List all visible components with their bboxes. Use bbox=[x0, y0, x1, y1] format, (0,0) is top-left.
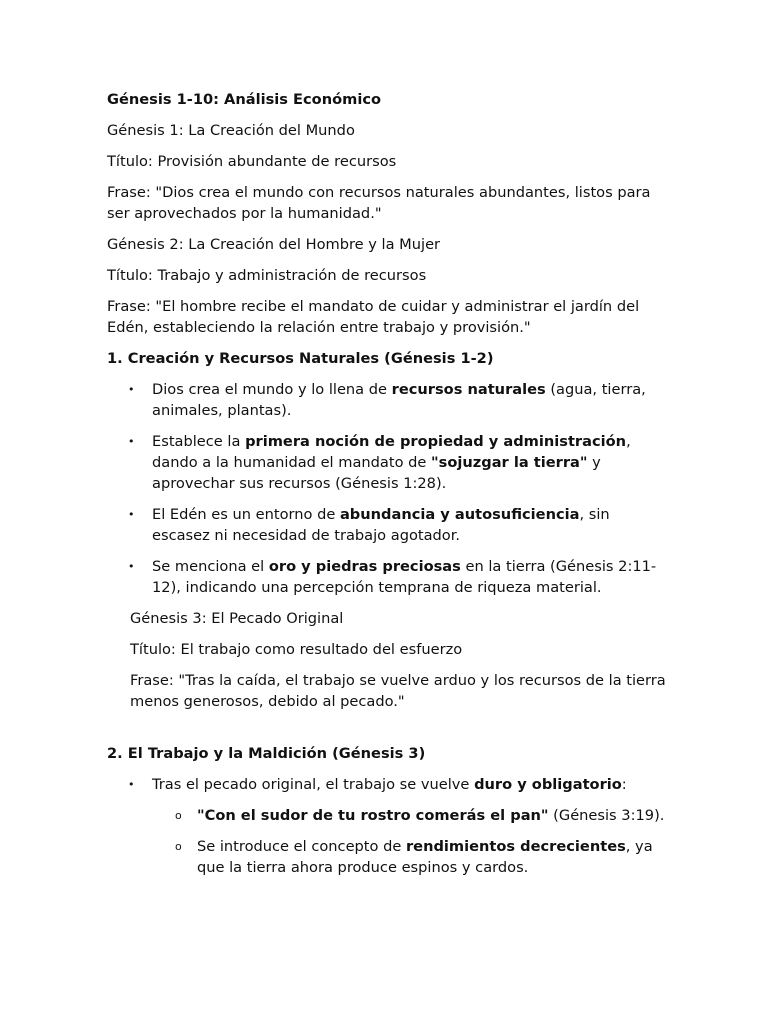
sub-list-item-text: (Génesis 3:19). bbox=[548, 807, 665, 824]
list-item-text: Tras el pecado original, el trabajo se vuelve bbox=[152, 776, 475, 793]
intro-genesis2-phrase: Frase: "El hombre recibe el mandato de cuidar y administrar el jardín del Edén, estableciendo la relación entre trabajo y provisión." bbox=[107, 298, 640, 336]
circle-bullet-icon: o bbox=[175, 809, 182, 822]
sub-list-item bbox=[175, 805, 667, 826]
list-item-text: : bbox=[621, 776, 627, 793]
sub-list-item bbox=[175, 836, 667, 878]
list-item-text: y aprovechar sus recursos (Génesis 1:28). bbox=[152, 454, 601, 492]
blank-line bbox=[107, 722, 667, 743]
list-item-bold: duro y obligatorio bbox=[474, 776, 622, 793]
bullet-icon: • bbox=[128, 383, 135, 396]
section2-sublist bbox=[152, 805, 667, 878]
sub-list-item-bold: "Con el sudor de tu rostro comerás el pan" bbox=[197, 807, 549, 824]
list-item bbox=[128, 504, 667, 546]
list-item-text: Se menciona el bbox=[152, 558, 269, 575]
section1-heading: 1. Creación y Recursos Naturales (Génesis 1-2) bbox=[107, 350, 494, 367]
intro-genesis1-phrase: Frase: "Dios crea el mundo con recursos naturales abundantes, listos para ser aprovechados por la humanidad." bbox=[107, 184, 651, 222]
bullet-icon: • bbox=[128, 435, 135, 448]
genesis3-heading: Génesis 3: El Pecado Original bbox=[130, 610, 344, 627]
section1-list bbox=[107, 379, 667, 598]
section2-list bbox=[107, 774, 667, 878]
intro-genesis2-title: Título: Trabajo y administración de recursos bbox=[107, 267, 427, 284]
document-page bbox=[107, 89, 667, 888]
list-item-text: (agua, tierra, animales, plantas). bbox=[152, 381, 646, 419]
bullet-icon: • bbox=[128, 560, 135, 573]
genesis3-block bbox=[107, 608, 667, 712]
list-item-text: , dando a la humanidad el mandato de bbox=[152, 433, 631, 471]
intro-genesis2-heading: Génesis 2: La Creación del Hombre y la Mujer bbox=[107, 236, 441, 253]
list-item-bold: oro y piedras preciosas bbox=[268, 558, 461, 575]
sub-list-item-text: , ya que la tierra ahora produce espinos y cardos. bbox=[197, 838, 653, 876]
list-item-text: El Edén es un entorno de bbox=[152, 506, 340, 523]
list-item bbox=[128, 774, 667, 878]
list-item-text: en la tierra (Génesis 2:11-12), indicando una percepción temprana de riqueza material. bbox=[152, 558, 657, 596]
genesis3-title: Título: El trabajo como resultado del esfuerzo bbox=[130, 641, 463, 658]
intro-genesis1-heading: Génesis 1: La Creación del Mundo bbox=[107, 122, 355, 139]
section2-heading: 2. El Trabajo y la Maldición (Génesis 3) bbox=[107, 745, 426, 762]
list-item-bold: abundancia y autosuficiencia bbox=[339, 506, 580, 523]
list-item-bold: recursos naturales bbox=[391, 381, 546, 398]
sub-list-item-text: Se introduce el concepto de bbox=[197, 838, 406, 855]
list-item bbox=[128, 556, 667, 598]
document-title: Génesis 1-10: Análisis Económico bbox=[107, 91, 381, 108]
list-item-text: , sin escasez ni necesidad de trabajo agotador. bbox=[152, 506, 610, 544]
circle-bullet-icon: o bbox=[175, 840, 182, 853]
list-item bbox=[128, 431, 667, 494]
list-item-text: Dios crea el mundo y lo llena de bbox=[152, 381, 392, 398]
list-item-bold: "sojuzgar la tierra" bbox=[431, 454, 588, 471]
list-item-text: Establece la bbox=[152, 433, 246, 450]
bullet-icon: • bbox=[128, 778, 135, 791]
list-item-bold: primera noción de propiedad y administración bbox=[245, 433, 627, 450]
sub-list-item-bold: rendimientos decrecientes bbox=[405, 838, 626, 855]
intro-genesis1-title: Título: Provisión abundante de recursos bbox=[107, 153, 397, 170]
list-item bbox=[128, 379, 667, 421]
genesis3-phrase: Frase: "Tras la caída, el trabajo se vuelve arduo y los recursos de la tierra menos generosos, debido al pecado." bbox=[130, 672, 666, 710]
bullet-icon: • bbox=[128, 508, 135, 521]
